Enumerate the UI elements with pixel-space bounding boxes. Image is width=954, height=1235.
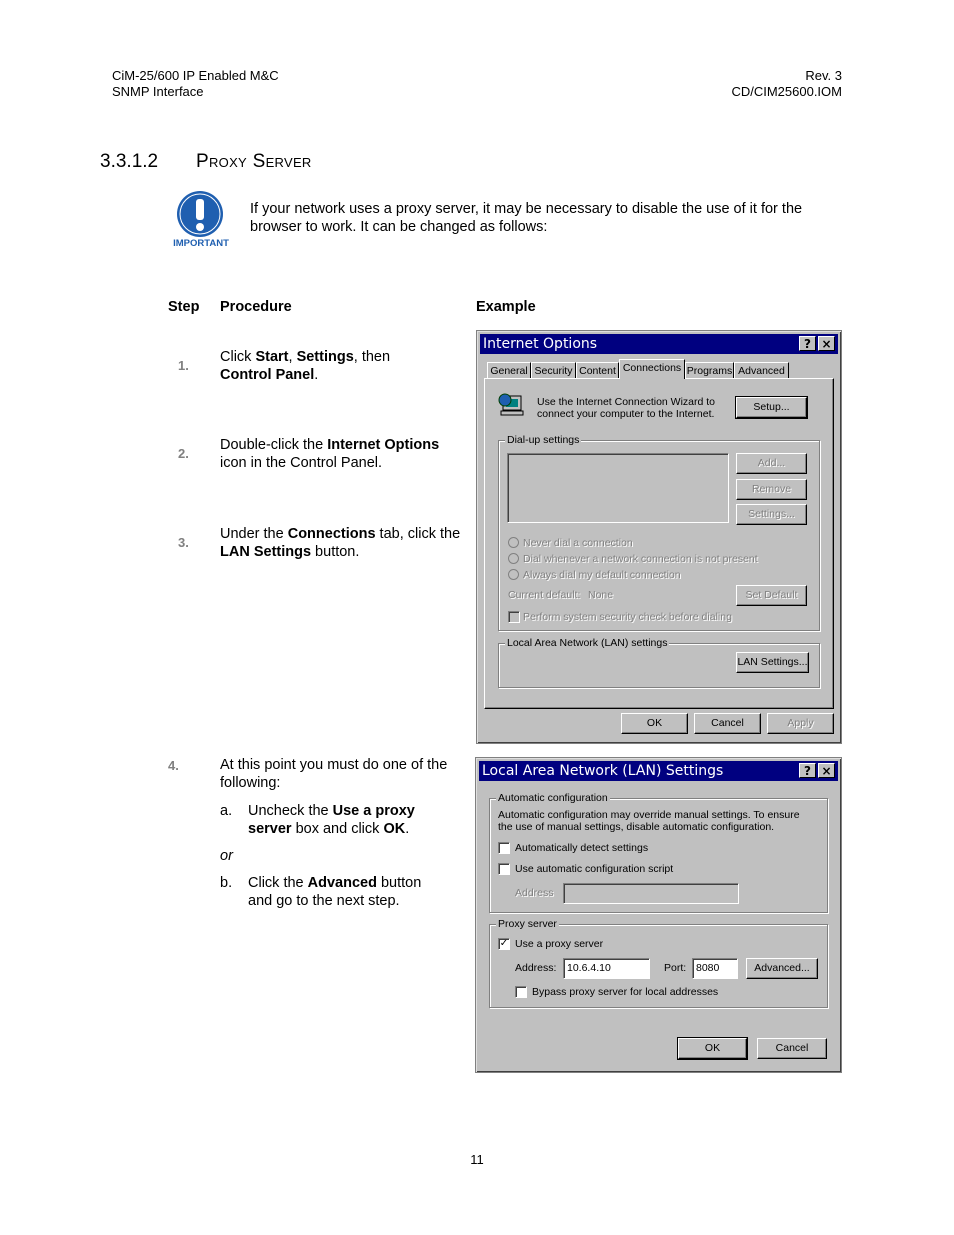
security-check-label: Perform system security check before dialing <box>523 611 732 623</box>
tab-general[interactable]: General <box>487 362 531 379</box>
never-dial-radio[interactable] <box>508 537 519 548</box>
step-1-text: Click Start, Settings, then Control Panel. <box>220 349 391 383</box>
dialup-settings-label: Dial-up settings <box>507 434 580 446</box>
set-default-button[interactable]: Set Default <box>736 585 807 606</box>
header-left <box>112 68 279 100</box>
section-number: 3.3.1.2 <box>100 151 159 172</box>
remove-button[interactable]: Remove <box>736 479 807 500</box>
script-address-label: Address <box>515 887 554 899</box>
important-text: If your network uses a proxy server, it may be necessary to disable the use of it for the browser to work. It can be changed as follows: <box>250 201 803 235</box>
tab-content[interactable]: Content <box>576 362 619 379</box>
port-label: Port: <box>664 962 687 974</box>
step-4b-letter: b. <box>220 875 233 891</box>
dial-whenever-label: Dial whenever a network connection is not present <box>523 553 758 565</box>
connection-wizard-icon <box>497 392 527 418</box>
column-procedure: Procedure <box>220 299 292 315</box>
auto-script-checkbox[interactable] <box>498 863 510 875</box>
current-default-label: Current default: <box>508 589 581 601</box>
automatic-config-label: Automatic configuration <box>498 792 608 804</box>
doc-subtitle: SNMP Interface <box>112 84 204 99</box>
important-icon-label: IMPORTANT <box>173 238 229 249</box>
dialup-connections-list[interactable] <box>507 453 729 523</box>
step-4a-text: Uncheck the Use a proxy server box and click OK. <box>248 803 415 837</box>
help-button[interactable]: ? <box>799 336 816 351</box>
step-4-or: or <box>220 848 233 864</box>
lan-settings-group-label: Local Area Network (LAN) settings <box>507 637 668 649</box>
step-3-number: 3. <box>178 535 189 550</box>
add-button[interactable]: Add... <box>736 453 807 474</box>
cancel-button[interactable]: Cancel <box>757 1038 827 1059</box>
internet-options-titlebar <box>480 334 838 354</box>
header-right <box>731 68 842 100</box>
column-example: Example <box>476 299 536 315</box>
setup-button[interactable]: Setup... <box>736 397 807 418</box>
step-2-number: 2. <box>178 446 189 461</box>
port-input[interactable]: 8080 <box>692 958 738 979</box>
lan-settings-titlebar <box>479 761 838 781</box>
use-proxy-label: Use a proxy server <box>515 938 604 950</box>
cancel-button[interactable]: Cancel <box>694 713 761 734</box>
page-number: 11 <box>470 1152 484 1167</box>
never-dial-label: Never dial a connection <box>523 537 633 549</box>
always-dial-label: Always dial my default connection <box>523 569 681 581</box>
important-notice <box>168 190 234 252</box>
bypass-local-label: Bypass proxy server for local addresses <box>532 986 719 998</box>
lan-settings-button[interactable]: LAN Settings... <box>736 652 809 673</box>
auto-config-description: Automatic configuration may override manual settings. To ensure the use of manual settings, disable automatic configuration. <box>498 809 800 833</box>
step-4b-text: Click the Advanced button and go to the next step. <box>248 875 422 909</box>
doc-title: CiM-25/600 IP Enabled M&C <box>112 68 279 83</box>
important-icon <box>168 190 234 240</box>
internet-options-title: Internet Options <box>483 336 598 352</box>
apply-button[interactable]: Apply <box>767 713 834 734</box>
lan-settings-title: Local Area Network (LAN) Settings <box>482 763 724 779</box>
current-default-value: None <box>588 589 614 601</box>
proxy-address-label: Address: <box>515 962 557 974</box>
column-step: Step <box>168 299 200 315</box>
doc-number: CD/CIM25600.IOM <box>731 84 842 99</box>
step-3-text: Under the Connections tab, click the LAN Settings button. <box>220 526 461 560</box>
tab-connections[interactable]: Connections <box>619 359 685 379</box>
proxy-address-input[interactable]: 10.6.4.10 <box>563 958 650 979</box>
close-button[interactable]: × <box>818 336 835 351</box>
proxy-server-label: Proxy server <box>498 918 557 930</box>
tab-advanced[interactable]: Advanced <box>734 362 789 379</box>
wizard-text: Use the Internet Connection Wizard to connect your computer to the Internet. <box>537 396 716 420</box>
security-check-checkbox[interactable] <box>508 611 520 623</box>
step-1-number: 1. <box>178 358 189 373</box>
step-4a-letter: a. <box>220 803 233 819</box>
ok-button[interactable]: OK <box>621 713 688 734</box>
bypass-local-checkbox[interactable] <box>515 986 527 998</box>
step-4-text: At this point you must do one of the following: <box>220 757 448 791</box>
always-dial-radio[interactable] <box>508 569 519 580</box>
auto-script-label: Use automatic configuration script <box>515 863 674 875</box>
tab-programs[interactable]: Programs <box>685 362 734 379</box>
auto-detect-label: Automatically detect settings <box>515 842 649 854</box>
ok-button[interactable]: OK <box>678 1038 747 1059</box>
section-title: Proxy Server <box>196 151 312 172</box>
script-address-field[interactable] <box>563 883 739 904</box>
doc-revision: Rev. 3 <box>805 68 842 83</box>
settings-button[interactable]: Settings... <box>736 504 807 525</box>
help-button[interactable]: ? <box>799 763 816 778</box>
advanced-button[interactable]: Advanced... <box>746 958 818 979</box>
tab-security[interactable]: Security <box>531 362 576 379</box>
close-button[interactable]: × <box>818 763 835 778</box>
dial-whenever-radio[interactable] <box>508 553 519 564</box>
auto-detect-checkbox[interactable] <box>498 842 510 854</box>
step-2-text: Double-click the Internet Options icon in the Control Panel. <box>220 437 440 471</box>
step-4-number: 4. <box>168 758 179 773</box>
use-proxy-checkbox[interactable]: ✓ <box>499 938 509 949</box>
